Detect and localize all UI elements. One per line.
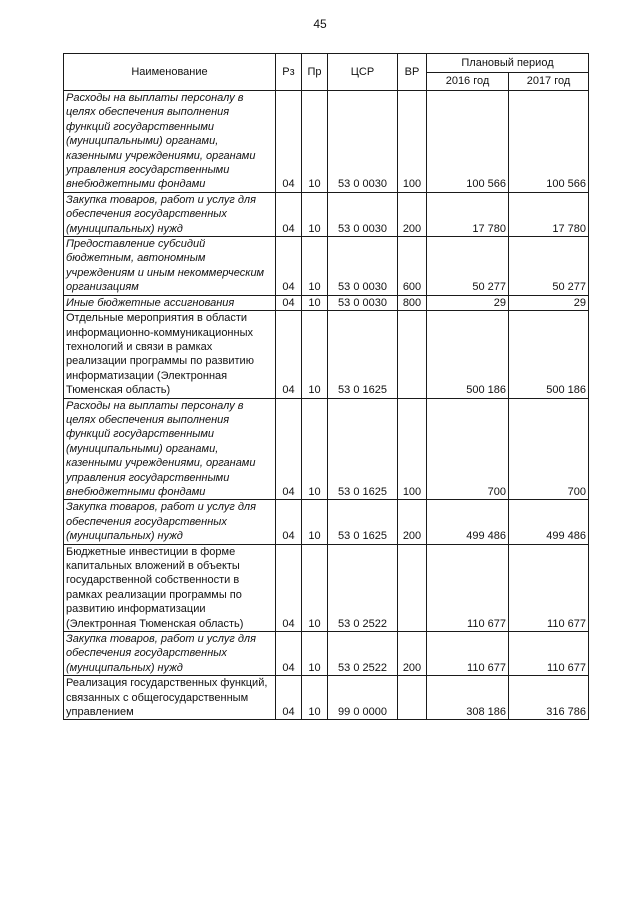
row-name: Расходы на выплаты персоналу в целях обеспечения выполнения функций государственными (муниципальными) органами, казенными учреждениями, органами управления государственными внебюджетными фондами	[64, 91, 276, 193]
row-amount-2017: 110 677	[509, 544, 589, 631]
row-amount-2016: 700	[427, 398, 509, 500]
row-csr: 99 0 0000	[328, 676, 398, 720]
row-vr: 200	[398, 192, 427, 236]
row-csr: 53 0 1625	[328, 500, 398, 544]
row-rz: 04	[276, 544, 302, 631]
row-name: Бюджетные инвестиции в форме капитальных вложений в объекты государственной собственности в рамках реализации программы по развитию информатизации (Электронная Тюменская область)	[64, 544, 276, 631]
row-pr: 10	[302, 676, 328, 720]
row-pr: 10	[302, 91, 328, 193]
row-csr: 53 0 0030	[328, 237, 398, 296]
page-number: 45	[313, 17, 327, 31]
row-csr: 53 0 2522	[328, 544, 398, 631]
row-amount-2017: 29	[509, 295, 589, 310]
row-name: Иные бюджетные ассигнования	[64, 295, 276, 310]
row-vr: 800	[398, 295, 427, 310]
row-amount-2016: 110 677	[427, 632, 509, 676]
row-csr: 53 0 1625	[328, 311, 398, 398]
row-name: Закупка товаров, работ и услуг для обеспечения государственных (муниципальных) нужд	[64, 500, 276, 544]
row-vr: 200	[398, 632, 427, 676]
row-rz: 04	[276, 676, 302, 720]
row-pr: 10	[302, 192, 328, 236]
row-rz: 04	[276, 632, 302, 676]
row-amount-2017: 17 780	[509, 192, 589, 236]
row-csr: 53 0 2522	[328, 632, 398, 676]
row-pr: 10	[302, 398, 328, 500]
row-amount-2016: 499 486	[427, 500, 509, 544]
header-pr: Пр	[302, 54, 328, 91]
header-vr: ВР	[398, 54, 427, 91]
row-amount-2017: 100 566	[509, 91, 589, 193]
table-row	[64, 544, 589, 631]
row-csr: 53 0 0030	[328, 295, 398, 310]
row-name: Закупка товаров, работ и услуг для обеспечения государственных (муниципальных) нужд	[64, 192, 276, 236]
row-pr: 10	[302, 632, 328, 676]
row-vr: 100	[398, 398, 427, 500]
table-row	[64, 237, 589, 296]
row-name: Расходы на выплаты персоналу в целях обеспечения выполнения функций государственными (муниципальными) органами, казенными учреждениями, органами управления государственными внебюджетными фондами	[64, 398, 276, 500]
row-csr: 53 0 0030	[328, 192, 398, 236]
table-row	[64, 676, 589, 720]
header-name: Наименование	[64, 54, 276, 91]
row-name: Закупка товаров, работ и услуг для обеспечения государственных (муниципальных) нужд	[64, 632, 276, 676]
table-row	[64, 295, 589, 310]
row-name: Отдельные мероприятия в области информационно-коммуникационных технологий и связи в рамках реализации программы по развитию информатизации (Электронная Тюменская область)	[64, 311, 276, 398]
row-amount-2017: 499 486	[509, 500, 589, 544]
row-pr: 10	[302, 237, 328, 296]
row-amount-2016: 110 677	[427, 544, 509, 631]
row-amount-2016: 500 186	[427, 311, 509, 398]
row-csr: 53 0 1625	[328, 398, 398, 500]
row-vr	[398, 544, 427, 631]
row-rz: 04	[276, 237, 302, 296]
row-pr: 10	[302, 311, 328, 398]
row-amount-2016: 17 780	[427, 192, 509, 236]
row-rz: 04	[276, 295, 302, 310]
row-name: Реализация государственных функций, связанных с общегосударственным управлением	[64, 676, 276, 720]
table-row	[64, 398, 589, 500]
table-row	[64, 500, 589, 544]
table-row	[64, 632, 589, 676]
row-csr: 53 0 0030	[328, 91, 398, 193]
row-amount-2017: 500 186	[509, 311, 589, 398]
row-pr: 10	[302, 295, 328, 310]
row-amount-2017: 316 786	[509, 676, 589, 720]
row-vr: 200	[398, 500, 427, 544]
header-rz: Рз	[276, 54, 302, 91]
table-row	[64, 91, 589, 193]
row-vr: 100	[398, 91, 427, 193]
row-amount-2017: 700	[509, 398, 589, 500]
row-vr	[398, 676, 427, 720]
row-amount-2016: 50 277	[427, 237, 509, 296]
row-rz: 04	[276, 91, 302, 193]
row-amount-2017: 110 677	[509, 632, 589, 676]
row-rz: 04	[276, 192, 302, 236]
header-planned-period: Плановый период	[427, 54, 589, 73]
row-vr: 600	[398, 237, 427, 296]
header-year-2017: 2017 год	[509, 73, 589, 91]
row-pr: 10	[302, 500, 328, 544]
row-vr	[398, 311, 427, 398]
row-amount-2016: 308 186	[427, 676, 509, 720]
row-rz: 04	[276, 398, 302, 500]
header-csr: ЦСР	[328, 54, 398, 91]
header-year-2016: 2016 год	[427, 73, 509, 91]
table-row	[64, 311, 589, 398]
row-rz: 04	[276, 500, 302, 544]
row-amount-2017: 50 277	[509, 237, 589, 296]
budget-table	[63, 53, 589, 720]
row-rz: 04	[276, 311, 302, 398]
row-name: Предоставление субсидий бюджетным, автономным учреждениям и иным некоммерческим организациям	[64, 237, 276, 296]
row-amount-2016: 29	[427, 295, 509, 310]
table-row	[64, 192, 589, 236]
row-pr: 10	[302, 544, 328, 631]
row-amount-2016: 100 566	[427, 91, 509, 193]
